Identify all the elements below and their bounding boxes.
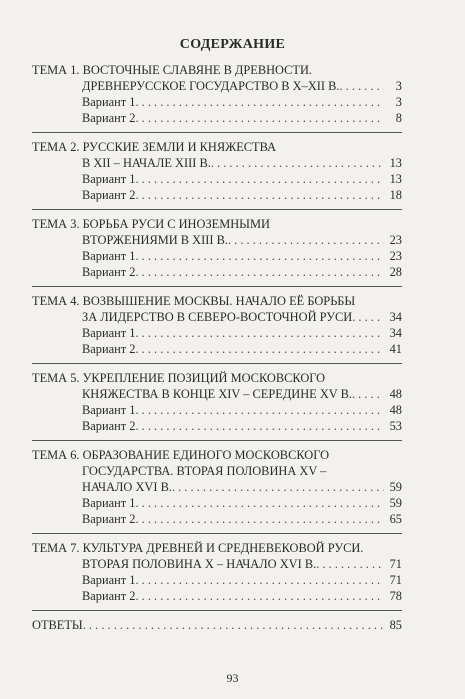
toc-entry[interactable] xyxy=(32,370,402,386)
dot-leader xyxy=(135,248,384,264)
page-title: СОДЕРЖАНИЕ xyxy=(179,37,286,52)
toc-entry-title: ТЕМА 7. КУЛЬТУРА ДРЕВНЕЙ И СРЕДНЕВЕКОВОЙ РУСИ. xyxy=(32,541,364,555)
toc-entry[interactable] xyxy=(32,62,402,78)
toc-section xyxy=(32,62,402,133)
toc-entry[interactable] xyxy=(32,309,402,325)
toc-variant[interactable] xyxy=(32,495,402,511)
table-of-contents xyxy=(32,62,402,645)
toc-page-number: 71 xyxy=(389,573,402,587)
toc-page-number: 59 xyxy=(389,496,402,510)
dot-leader xyxy=(135,572,384,588)
toc-entry-title: В XII – НАЧАЛЕ XIII В. xyxy=(82,156,211,170)
toc-variant[interactable] xyxy=(32,418,402,434)
toc-entry-title: ДРЕВНЕРУССКОЕ ГОСУДАРСТВО В X–XII В. xyxy=(82,79,340,93)
page-number: 93 xyxy=(226,671,239,685)
toc-variant-label: Вариант 1 xyxy=(82,573,136,587)
dot-leader xyxy=(352,309,384,325)
toc-page-number: 71 xyxy=(389,557,402,571)
toc-variant[interactable] xyxy=(32,248,402,264)
dot-leader xyxy=(135,264,384,280)
toc-page-number: 23 xyxy=(389,249,402,263)
toc-entry[interactable] xyxy=(32,479,402,495)
dot-leader xyxy=(211,155,384,171)
toc-variant[interactable] xyxy=(32,511,402,527)
toc-page-number: 28 xyxy=(389,265,402,279)
toc-variant-label: Вариант 2 xyxy=(82,589,136,603)
toc-page-number: 48 xyxy=(389,387,402,401)
dot-leader xyxy=(135,171,384,187)
toc-variant[interactable] xyxy=(32,402,402,418)
toc-variant[interactable] xyxy=(32,572,402,588)
toc-variant[interactable] xyxy=(32,588,402,604)
toc-entry[interactable] xyxy=(32,447,402,463)
toc-variant[interactable] xyxy=(32,171,402,187)
toc-section xyxy=(32,370,402,441)
toc-entry[interactable] xyxy=(32,463,402,479)
toc-entry-title: ВТОРАЯ ПОЛОВИНА X – НАЧАЛО XVI В. xyxy=(82,557,317,571)
toc-variant[interactable] xyxy=(32,94,402,110)
toc-variant-label: Вариант 1 xyxy=(82,249,136,263)
toc-section xyxy=(32,216,402,287)
toc-page-number: 48 xyxy=(389,403,402,417)
toc-page-number: 53 xyxy=(389,419,402,433)
toc-variant-label: Вариант 2 xyxy=(82,188,136,202)
toc-entry-title: ТЕМА 1. ВОСТОЧНЫЕ СЛАВЯНЕ В ДРЕВНОСТИ. xyxy=(32,63,313,77)
toc-variant[interactable] xyxy=(32,325,402,341)
toc-page-number: 34 xyxy=(389,310,402,324)
toc-entry-title: ТЕМА 5. УКРЕПЛЕНИЕ ПОЗИЦИЙ МОСКОВСКОГО xyxy=(32,371,326,385)
toc-entry[interactable] xyxy=(32,540,402,556)
toc-entry[interactable] xyxy=(32,232,402,248)
dot-leader xyxy=(135,187,384,203)
toc-variant-label: Вариант 2 xyxy=(82,111,136,125)
toc-variant[interactable] xyxy=(32,341,402,357)
toc-variant[interactable] xyxy=(32,264,402,280)
toc-page-number: 41 xyxy=(389,342,402,356)
dot-leader xyxy=(339,78,384,94)
dot-leader xyxy=(135,110,384,126)
toc-variant-label: Вариант 2 xyxy=(82,265,136,279)
toc-entry-title: ТЕМА 4. ВОЗВЫШЕНИЕ МОСКВЫ. НАЧАЛО ЕЁ БОРЬБЫ xyxy=(32,294,356,308)
dot-leader xyxy=(135,402,384,418)
toc-page-number: 3 xyxy=(395,79,402,93)
dot-leader xyxy=(83,617,384,633)
dot-leader xyxy=(135,495,384,511)
toc-page-number: 65 xyxy=(389,512,402,526)
toc-page-number: 34 xyxy=(389,326,402,340)
toc-page-number: 85 xyxy=(389,618,402,632)
toc-entry[interactable] xyxy=(32,617,402,633)
dot-leader xyxy=(135,94,384,110)
toc-entry-title: НАЧАЛО XVI В. xyxy=(82,480,172,494)
toc-page-number: 78 xyxy=(389,589,402,603)
toc-entry[interactable] xyxy=(32,293,402,309)
dot-leader xyxy=(135,325,384,341)
toc-entry-title: ГОСУДАРСТВА. ВТОРАЯ ПОЛОВИНА XV – xyxy=(82,464,327,478)
toc-variant-label: Вариант 1 xyxy=(82,403,136,417)
dot-leader xyxy=(135,341,384,357)
toc-section xyxy=(32,617,402,639)
toc-variant-label: Вариант 2 xyxy=(82,342,136,356)
toc-entry[interactable] xyxy=(32,155,402,171)
toc-entry-title: ТЕМА 6. ОБРАЗОВАНИЕ ЕДИНОГО МОСКОВСКОГО xyxy=(32,448,330,462)
toc-entry-title: ЗА ЛИДЕРСТВО В СЕВЕРО-ВОСТОЧНОЙ РУСИ xyxy=(82,310,353,324)
toc-variant-label: Вариант 2 xyxy=(82,512,136,526)
toc-entry-title: ТЕМА 3. БОРЬБА РУСИ С ИНОЗЕМНЫМИ xyxy=(32,217,270,231)
toc-entry[interactable] xyxy=(32,78,402,94)
dot-leader xyxy=(172,479,384,495)
toc-entry[interactable] xyxy=(32,216,402,232)
toc-variant[interactable] xyxy=(32,110,402,126)
toc-variant[interactable] xyxy=(32,187,402,203)
toc-entry-title: ВТОРЖЕНИЯМИ В XIII В. xyxy=(82,233,228,247)
toc-section xyxy=(32,540,402,611)
dot-leader xyxy=(135,418,384,434)
toc-section xyxy=(32,447,402,534)
toc-entry-title: ТЕМА 2. РУССКИЕ ЗЕМЛИ И КНЯЖЕСТВА xyxy=(32,140,277,154)
toc-entry[interactable] xyxy=(32,556,402,572)
toc-section xyxy=(32,139,402,210)
dot-leader xyxy=(135,588,384,604)
dot-leader xyxy=(352,386,384,402)
toc-variant-label: Вариант 1 xyxy=(82,326,136,340)
dot-leader xyxy=(135,511,384,527)
toc-page-number: 23 xyxy=(389,233,402,247)
toc-variant-label: Вариант 2 xyxy=(82,419,136,433)
toc-page-number: 18 xyxy=(389,188,402,202)
toc-page-number: 8 xyxy=(395,111,402,125)
toc-entry[interactable] xyxy=(32,139,402,155)
toc-page-number: 13 xyxy=(389,172,402,186)
toc-entry-title: КНЯЖЕСТВА В КОНЦЕ XIV – СЕРЕДИНЕ XV В. xyxy=(82,387,352,401)
toc-variant-label: Вариант 1 xyxy=(82,95,136,109)
toc-entry-title: ОТВЕТЫ xyxy=(32,618,83,632)
toc-page-number: 59 xyxy=(389,480,402,494)
toc-page-number: 3 xyxy=(395,95,402,109)
toc-entry[interactable] xyxy=(32,386,402,402)
toc-page-number: 13 xyxy=(389,156,402,170)
dot-leader xyxy=(228,232,384,248)
toc-variant-label: Вариант 1 xyxy=(82,496,136,510)
dot-leader xyxy=(316,556,384,572)
toc-section xyxy=(32,293,402,364)
toc-variant-label: Вариант 1 xyxy=(82,172,136,186)
